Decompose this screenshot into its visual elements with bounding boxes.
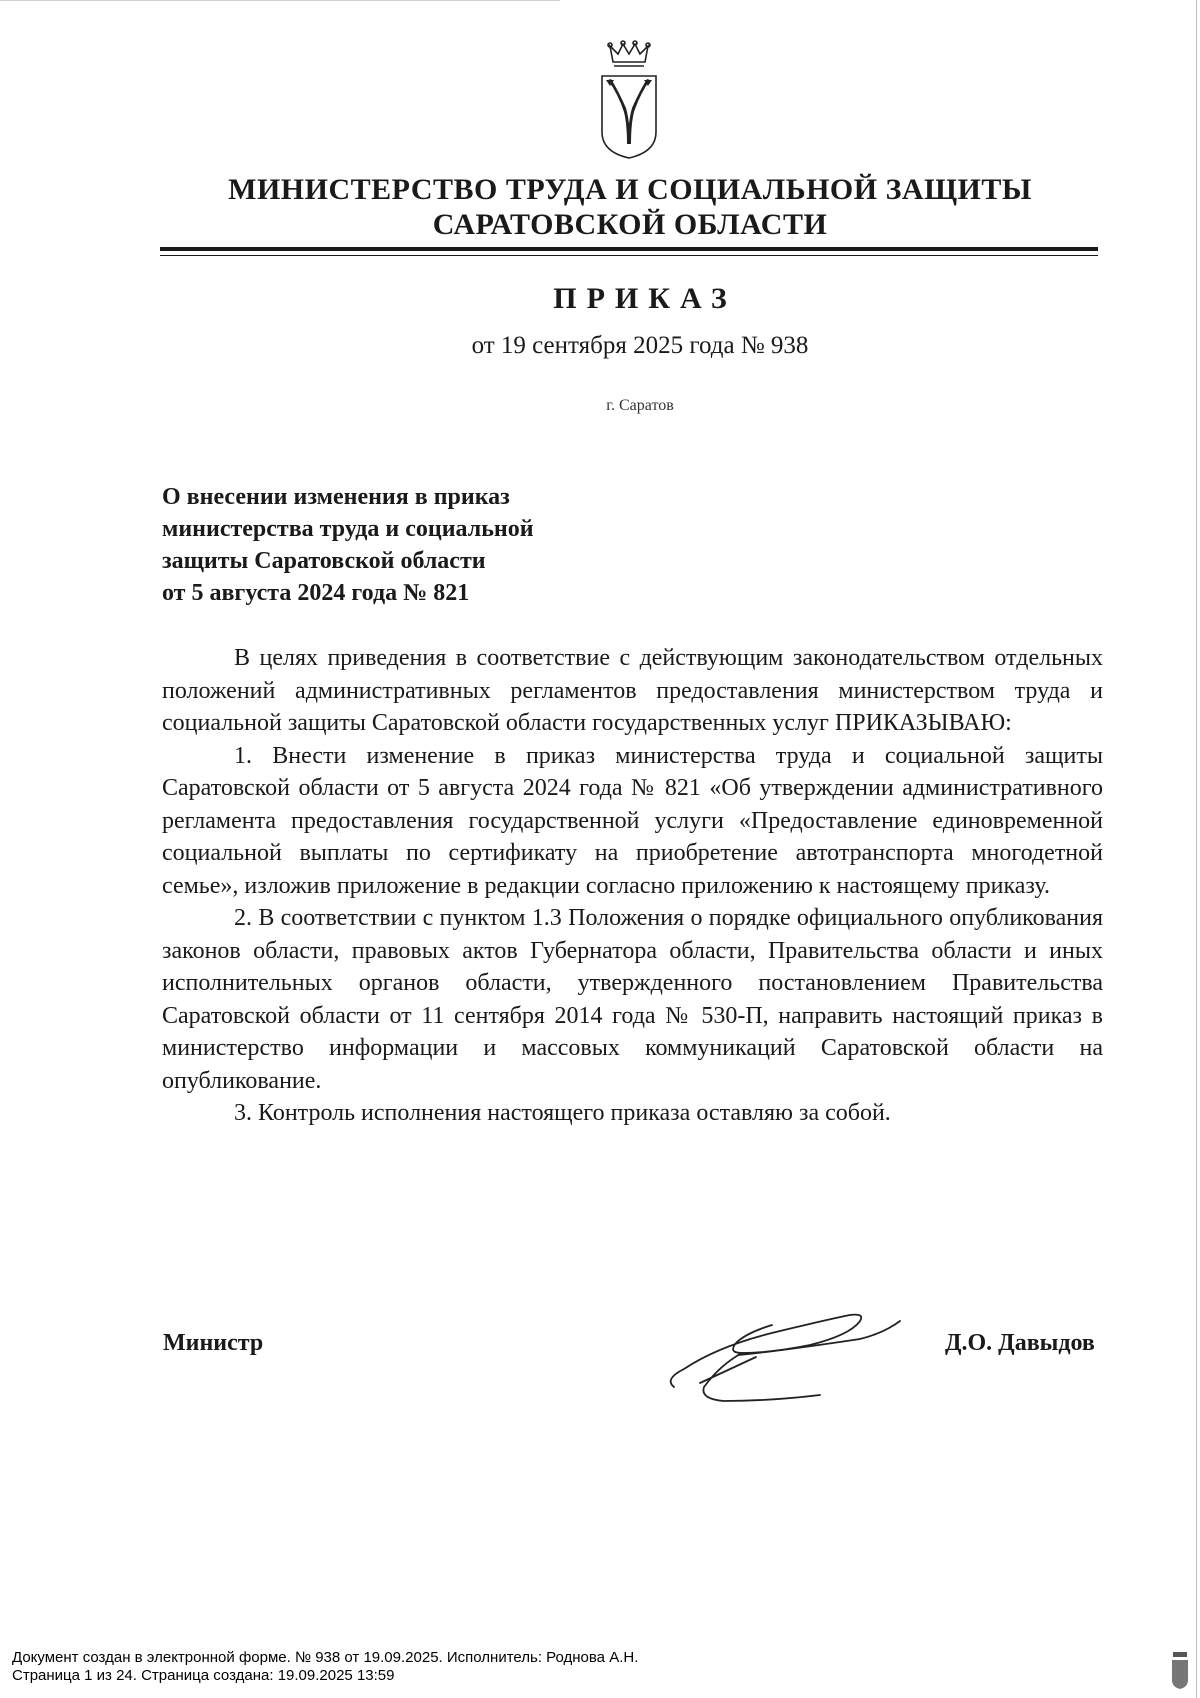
item-2-paragraph: 2. В соответствии с пунктом 1.3 Положения о порядке официального опубликования законов области, правовых актов Губернатора области, Правительства области и иных исполнительных органов области, утвержденного постановлением Правительства Саратовской области от 11 сентября 2014 года № 530-П, направить настоящий приказ в министерство информации и массовых коммуникаций Саратовской области на опубликование. xyxy=(162,905,1103,1094)
ministry-name-line1: МИНИСТЕРСТВО ТРУДА И СОЦИАЛЬНОЙ ЗАЩИТЫ xyxy=(228,173,1032,206)
footer-line: Документ создан в электронной форме. № 938 от 19.09.2025. Исполнитель: Роднова А.Н. xyxy=(12,1649,639,1666)
header-rule-thick xyxy=(160,247,1098,251)
signer-name: Д.О. Давыдов xyxy=(945,1330,1095,1356)
ministry-name-line2: САРАТОВСКОЙ ОБЛАСТИ xyxy=(432,208,828,241)
item-3-paragraph: 3. Контроль исполнения настоящего приказа оставляю за собой. xyxy=(234,1100,891,1126)
subject-line: министерства труда и социальной xyxy=(162,516,534,542)
preamble-paragraph: В целях приведения в соответствие с действующим законодательством отдельных положений административных регламентов предоставления министерством труда и социальной защиты Саратовской области государственных услуг ПРИКАЗЫВАЮ: xyxy=(162,645,1103,736)
order-body xyxy=(162,642,1103,1130)
subject-line: защиты Саратовской области xyxy=(162,548,486,574)
header-rule-thin xyxy=(160,255,1098,256)
top-edge-line xyxy=(0,0,560,1)
footer-emblem-icon xyxy=(1170,1650,1190,1690)
footer-line: Страница 1 из 24. Страница создана: 19.09.2025 13:59 xyxy=(12,1667,395,1684)
saratov-coat-of-arms-icon xyxy=(594,40,664,162)
order-title: ПРИКАЗ xyxy=(553,282,737,315)
signer-title: Министр xyxy=(163,1330,264,1356)
item-1-paragraph: 1. Внести изменение в приказ министерства труда и социальной защиты Саратовской области от 5 августа 2024 года № 821 «Об утверждении административного регламента предоставления государственной услуги «Предоставление единовременной социальной выплаты по сертификату на приобретение автотранспорта многодетной семье», изложив приложение в редакции согласно приложению к настоящему приказу. xyxy=(162,742,1103,899)
subject-line: от 5 августа 2024 года № 821 xyxy=(162,580,470,606)
subject-line: О внесении изменения в приказ xyxy=(162,484,510,510)
electronic-document-footer xyxy=(12,1649,1112,1685)
order-date-number: от 19 сентября 2025 года № 938 xyxy=(471,332,809,359)
handwritten-signature-icon xyxy=(660,1295,930,1420)
order-subject xyxy=(162,481,762,609)
city: г. Саратов xyxy=(606,397,674,414)
